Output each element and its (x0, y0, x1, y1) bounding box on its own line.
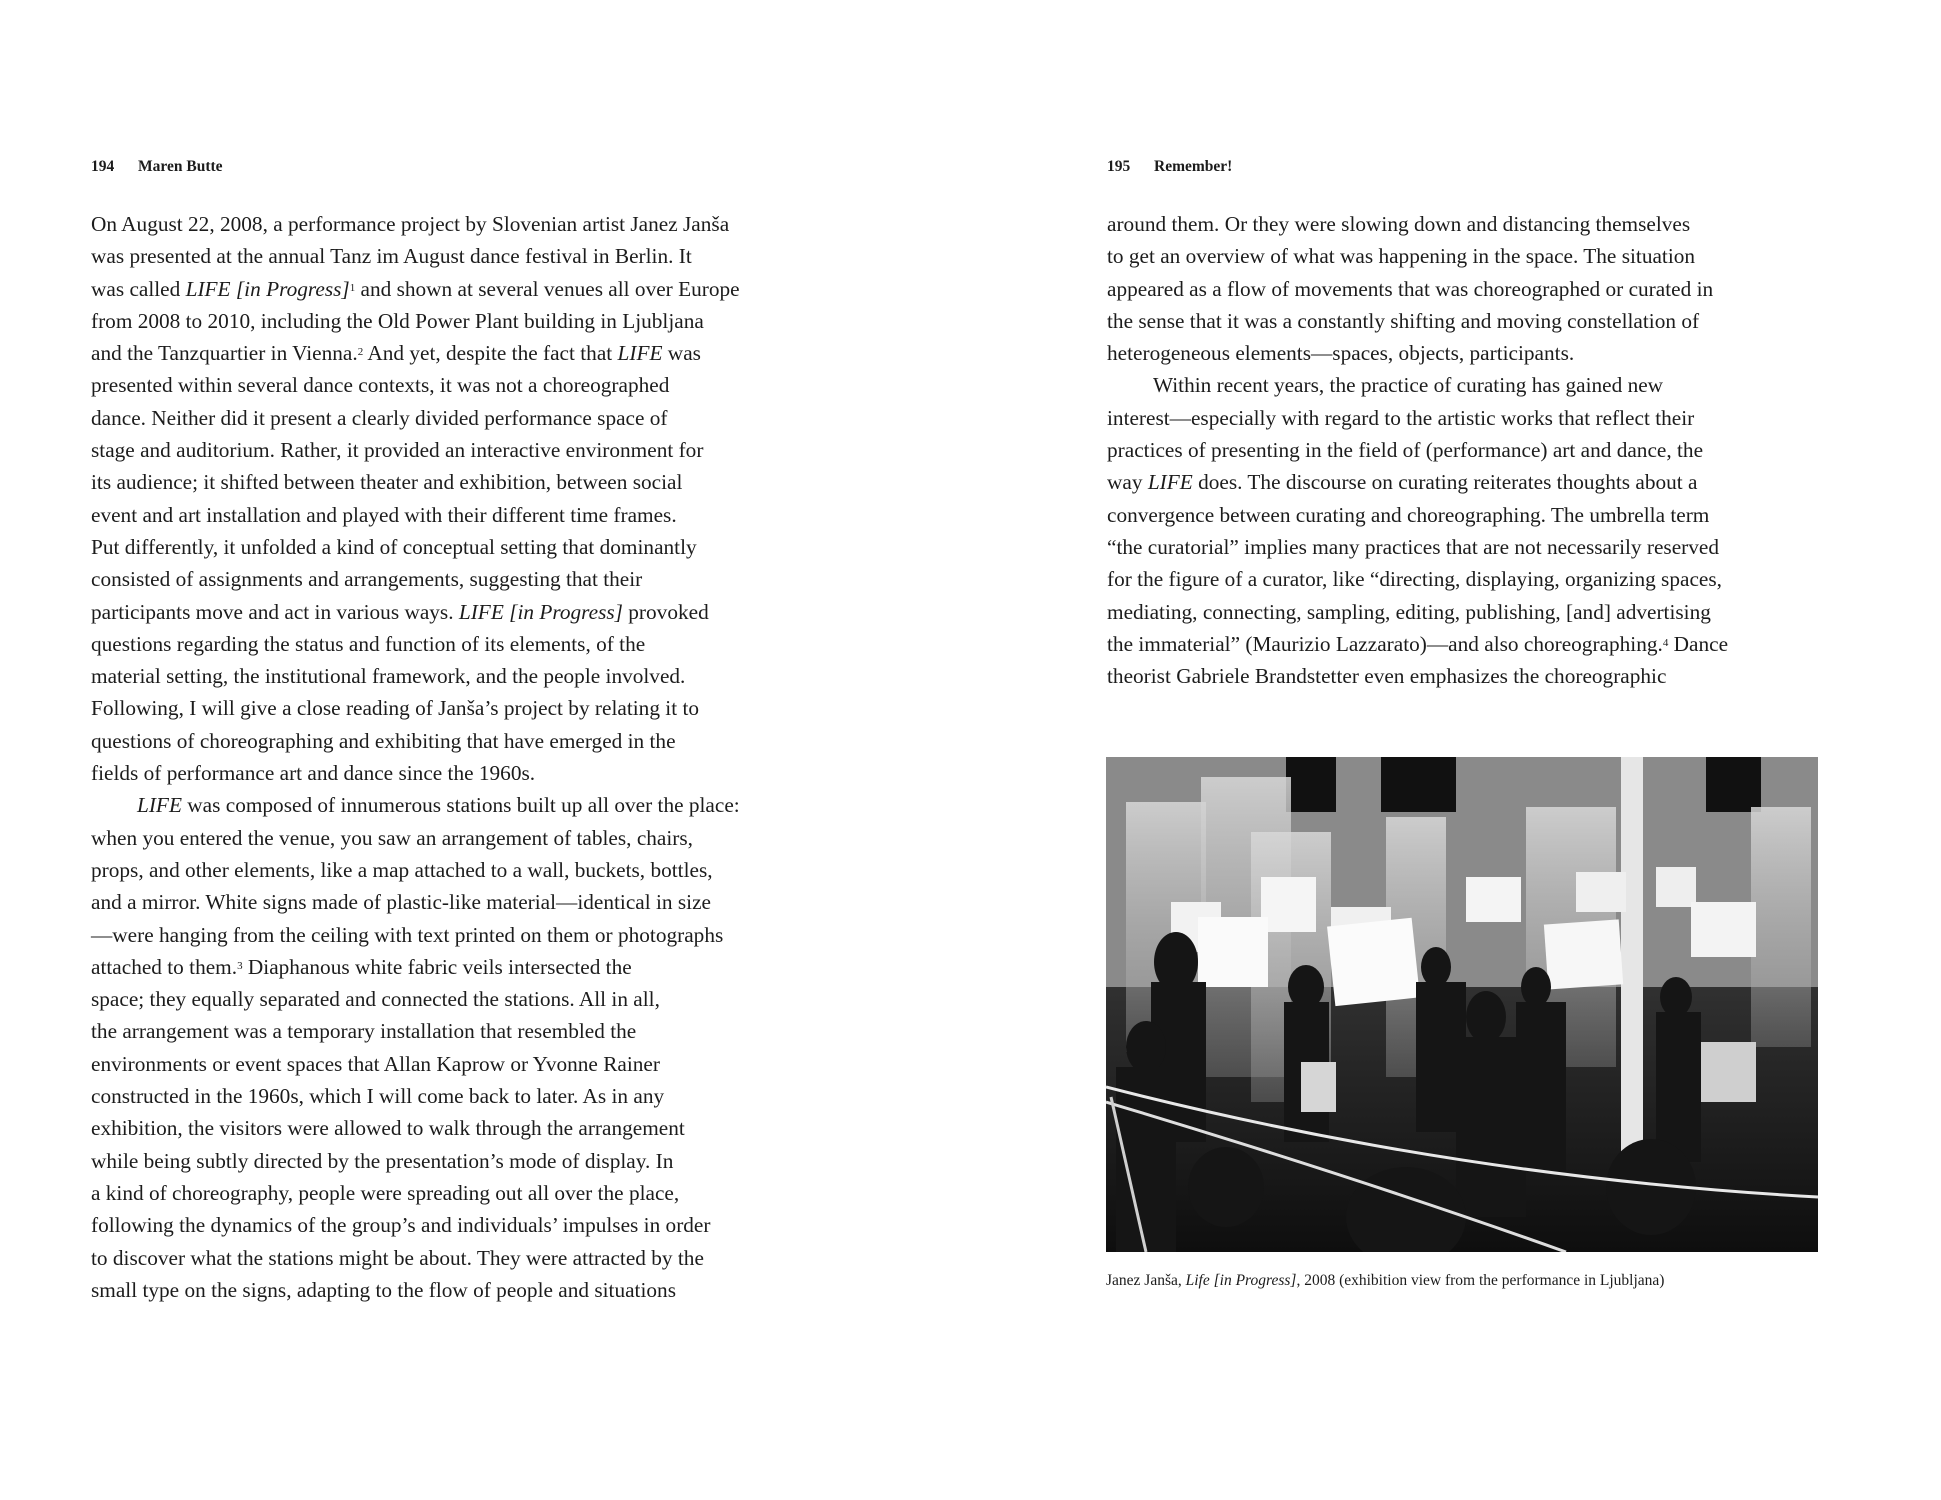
page-number: 195 (1107, 158, 1131, 175)
running-head-right (1107, 158, 1232, 176)
text-line: interest—especially with regard to the artistic works that reflect their (1107, 405, 1695, 430)
text-line: dance. Neither did it present a clearly divided performance space of (91, 405, 668, 430)
text-line: questions of choreographing and exhibiting that have emerged in the (91, 728, 676, 753)
text-line: practices of presenting in the field of (performance) art and dance, the (1107, 438, 1704, 463)
text-line: for the figure of a curator, like “directing, displaying, organizing spaces, (1107, 567, 1722, 592)
exhibition-photo (1106, 757, 1818, 1252)
text-line: event and art installation and played with their different time frames. (91, 502, 677, 527)
running-head-left (91, 158, 223, 176)
chapter-title: Remember! (1154, 158, 1233, 175)
author-name: Maren Butte (138, 158, 223, 175)
text-line: environments or event spaces that Allan Kaprow or Yvonne Rainer (91, 1051, 660, 1076)
text-line: —were hanging from the ceiling with text printed on them or photographs (91, 922, 724, 947)
italic-title: LIFE (1147, 470, 1193, 495)
text-line: presented within several dance contexts, it was not a choreographed (91, 373, 670, 398)
text-line: On August 22, 2008, a performance project by Slovenian artist Janez Janša (91, 212, 730, 236)
paragraph-start-line: LIFE was composed of innumerous stations built up all over the place: (137, 793, 740, 818)
figure-caption: Janez Janša, Life [in Progress], 2008 (exhibition view from the performance in Ljubljana) (1106, 1272, 1665, 1289)
text-line: the sense that it was a constantly shifting and moving constellation of (1107, 308, 1700, 333)
text-line: attached to them.$^3$ Diaphanous white fabric veils intersected the (91, 954, 632, 979)
text-line: way LIFE does. The discourse on curating reiterates thoughts about a (1107, 470, 1698, 495)
text-line: Put differently, it unfolded a kind of conceptual setting that dominantly (91, 534, 697, 559)
photo-illustration (1106, 757, 1818, 1252)
italic-title: LIFE [in Progress] (185, 276, 350, 301)
footnote-marker[interactable]: 1 (349, 281, 356, 294)
text-line: to discover what the stations might be about. They were attracted by the (91, 1245, 704, 1270)
italic-title: LIFE [in Progress] (458, 599, 623, 624)
text-line: questions regarding the status and function of its elements, of the (91, 631, 646, 656)
paragraph-start-line: Within recent years, the practice of curating has gained new (1153, 373, 1664, 398)
text-line: and the Tanzquartier in Vienna.$^2$ And yet, despite the fact that LIFE was (91, 341, 701, 366)
text-line: a kind of choreography, people were spreading out all over the place, (91, 1180, 680, 1205)
text-line: when you entered the venue, you saw an arrangement of tables, chairs, (91, 825, 694, 850)
text-line: material setting, the institutional framework, and the people involved. (91, 664, 686, 689)
text-line: the immaterial” (Maurizio Lazzarato)—and also choreographing.$^4$ Dance (1107, 631, 1729, 656)
text-line: mediating, connecting, sampling, editing, publishing, [and] advertising (1107, 599, 1711, 624)
text-line: theorist Gabriele Brandstetter even emphasizes the choreographic (1107, 664, 1667, 689)
text-line: appeared as a flow of movements that was choreographed or curated in (1107, 276, 1714, 301)
text-line: props, and other elements, like a map attached to a wall, buckets, bottles, (91, 857, 713, 882)
text-line: Following, I will give a close reading of Janša’s project by relating it to (91, 696, 700, 721)
text-line: was presented at the annual Tanz im August dance festival in Berlin. It (91, 244, 692, 269)
body-text-column (1107, 208, 1847, 692)
text-line: from 2008 to 2010, including the Old Power Plant building in Ljubljana (91, 308, 704, 333)
text-line: small type on the signs, adapting to the flow of people and situations (91, 1277, 676, 1302)
text-line: its audience; it shifted between theater and exhibition, between social (91, 470, 683, 495)
text-line: heterogeneous elements—spaces, objects, participants. (1107, 341, 1575, 366)
text-line: consisted of assignments and arrangements, suggesting that their (91, 567, 643, 592)
text-line: and a mirror. White signs made of plastic-like material—identical in size (91, 890, 711, 915)
text-line: convergence between curating and choreographing. The umbrella term (1107, 502, 1710, 527)
text-line: participants move and act in various ways. LIFE [in Progress] provoked (91, 599, 709, 624)
text-line: was called LIFE [in Progress]$^1$ and shown at several venues all over Europe (91, 276, 740, 301)
page-number: 194 (91, 158, 115, 175)
right-page (970, 0, 1941, 1500)
text-line: exhibition, the visitors were allowed to walk through the arrangement (91, 1116, 685, 1141)
text-line: fields of performance art and dance since the 1960s. (91, 761, 536, 786)
text-line: while being subtly directed by the presentation’s mode of display. In (91, 1148, 674, 1173)
text-line: around them. Or they were slowing down and distancing themselves (1107, 212, 1691, 236)
italic-title: LIFE (617, 341, 663, 366)
footnote-marker[interactable]: 4 (1662, 636, 1669, 649)
text-line: stage and auditorium. Rather, it provided an interactive environment for (91, 438, 704, 463)
text-line: the arrangement was a temporary installation that resembled the (91, 1019, 637, 1044)
footnote-marker[interactable]: 2 (357, 346, 364, 359)
left-page (0, 0, 970, 1500)
italic-title: Life [in Progress] (1185, 1272, 1297, 1289)
text-line: to get an overview of what was happening in the space. The situation (1107, 244, 1696, 269)
footnote-marker[interactable]: 3 (237, 959, 243, 972)
text-line: “the curatorial” implies many practices that are not necessarily reserved (1107, 534, 1720, 559)
body-text-column (91, 208, 851, 1306)
text-line: constructed in the 1960s, which I will come back to later. As in any (91, 1084, 665, 1109)
text-line: following the dynamics of the group’s and individuals’ impulses in order (91, 1213, 711, 1238)
text-line: space; they equally separated and connected the stations. All in all, (91, 987, 660, 1012)
italic-title: LIFE (137, 793, 182, 818)
